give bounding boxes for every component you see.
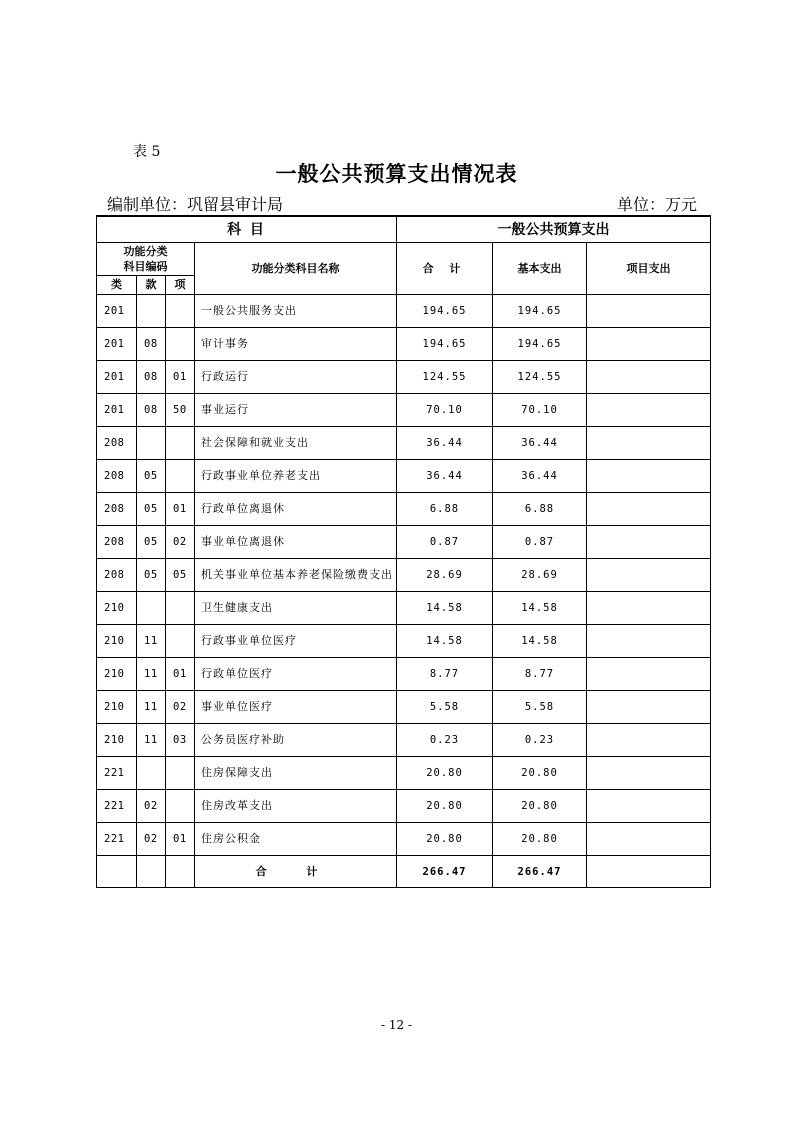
lei-cell: 208 (97, 460, 137, 493)
table-row (97, 823, 711, 856)
lei-cell: 210 (97, 691, 137, 724)
basic-cell: 20.80 (493, 757, 587, 790)
lei-cell: 208 (97, 526, 137, 559)
total-cell: 36.44 (397, 427, 493, 460)
item-name-cell: 事业单位离退休 (195, 526, 397, 559)
xiang-cell (166, 625, 195, 658)
xiang-cell (166, 295, 195, 328)
table-row (97, 526, 711, 559)
basic-cell: 5.58 (493, 691, 587, 724)
lei-cell: 210 (97, 658, 137, 691)
item-name-cell: 公务员医疗补助 (195, 724, 397, 757)
subject-header: 科 目 (97, 216, 397, 243)
item-name-cell: 机关事业单位基本养老保险缴费支出 (195, 559, 397, 592)
page-title: 一般公共预算支出情况表 (275, 161, 518, 186)
item-name-cell: 事业运行 (195, 394, 397, 427)
project-header: 项目支出 (587, 243, 711, 295)
lei-cell: 221 (97, 823, 137, 856)
compiling-unit: 编制单位：巩留县审计局 (107, 195, 284, 214)
total-cell: 6.88 (397, 493, 493, 526)
basic-cell: 28.69 (493, 559, 587, 592)
xiang-cell: 03 (166, 724, 195, 757)
xiang-cell: 01 (166, 493, 195, 526)
xiang-header: 项 (166, 276, 195, 295)
lei-cell: 201 (97, 328, 137, 361)
item-name-cell: 一般公共服务支出 (195, 295, 397, 328)
table-row (97, 724, 711, 757)
table-number: 表 5 (133, 144, 161, 160)
basic-cell: 20.80 (493, 823, 587, 856)
lei-header: 类 (97, 276, 137, 295)
xiang-cell: 01 (166, 361, 195, 394)
xiang-empty (166, 856, 195, 888)
kuan-cell (137, 592, 166, 625)
total-cell: 8.77 (397, 658, 493, 691)
item-name-cell: 住房保障支出 (195, 757, 397, 790)
lei-cell: 210 (97, 625, 137, 658)
table-row (97, 361, 711, 394)
project-cell (587, 526, 711, 559)
basic-cell: 36.44 (493, 460, 587, 493)
basic-cell: 6.88 (493, 493, 587, 526)
item-name-cell: 事业单位医疗 (195, 691, 397, 724)
lei-cell: 221 (97, 757, 137, 790)
kuan-cell: 05 (137, 493, 166, 526)
total-cell: 20.80 (397, 790, 493, 823)
basic-cell: 20.80 (493, 790, 587, 823)
basic-cell: 194.65 (493, 328, 587, 361)
lei-cell: 221 (97, 790, 137, 823)
total-cell: 36.44 (397, 460, 493, 493)
kuan-cell (137, 427, 166, 460)
kuan-cell: 05 (137, 559, 166, 592)
code-header (97, 243, 195, 276)
table-row (97, 460, 711, 493)
expenditure-header: 一般公共预算支出 (397, 216, 711, 243)
item-name-cell: 住房改革支出 (195, 790, 397, 823)
table-row (97, 625, 711, 658)
header-row-2 (97, 243, 711, 276)
currency-unit: 单位：万元 (616, 195, 697, 214)
project-cell (587, 823, 711, 856)
xiang-cell (166, 790, 195, 823)
totals-row (97, 856, 711, 888)
project-cell (587, 691, 711, 724)
project-cell (587, 658, 711, 691)
total-cell: 194.65 (397, 295, 493, 328)
total-cell: 0.87 (397, 526, 493, 559)
total-cell: 5.58 (397, 691, 493, 724)
basic-cell: 8.77 (493, 658, 587, 691)
kuan-cell: 11 (137, 658, 166, 691)
lei-cell: 210 (97, 724, 137, 757)
project-cell (587, 790, 711, 823)
table-row (97, 295, 711, 328)
header-row-1 (97, 216, 711, 243)
project-cell (587, 493, 711, 526)
item-name-cell: 行政单位医疗 (195, 658, 397, 691)
lei-cell: 201 (97, 361, 137, 394)
table-row (97, 592, 711, 625)
xiang-cell: 02 (166, 691, 195, 724)
total-header: 合 计 (397, 243, 493, 295)
project-cell (587, 592, 711, 625)
kuan-cell: 08 (137, 361, 166, 394)
basic-cell: 0.87 (493, 526, 587, 559)
basic-header: 基本支出 (493, 243, 587, 295)
kuan-cell: 05 (137, 460, 166, 493)
table-row (97, 757, 711, 790)
basic-cell: 70.10 (493, 394, 587, 427)
lei-cell: 208 (97, 493, 137, 526)
grand-basic-cell: 266.47 (493, 856, 587, 888)
kuan-cell: 08 (137, 394, 166, 427)
table-row (97, 790, 711, 823)
total-cell: 20.80 (397, 757, 493, 790)
item-name-cell: 行政事业单位养老支出 (195, 460, 397, 493)
lei-cell: 208 (97, 559, 137, 592)
item-name-cell: 社会保障和就业支出 (195, 427, 397, 460)
table-row (97, 658, 711, 691)
item-name-cell: 行政运行 (195, 361, 397, 394)
project-cell (587, 460, 711, 493)
total-cell: 14.58 (397, 625, 493, 658)
total-cell: 0.23 (397, 724, 493, 757)
item-name-cell: 住房公积金 (195, 823, 397, 856)
project-cell (587, 625, 711, 658)
xiang-cell (166, 460, 195, 493)
kuan-cell: 11 (137, 724, 166, 757)
total-cell: 28.69 (397, 559, 493, 592)
item-name-cell: 卫生健康支出 (195, 592, 397, 625)
lei-cell: 208 (97, 427, 137, 460)
lei-empty (97, 856, 137, 888)
kuan-cell: 02 (137, 790, 166, 823)
budget-table (96, 215, 711, 888)
table-row (97, 427, 711, 460)
lei-cell: 201 (97, 394, 137, 427)
total-cell: 194.65 (397, 328, 493, 361)
item-name-cell: 审计事务 (195, 328, 397, 361)
table-row (97, 328, 711, 361)
basic-cell: 194.65 (493, 295, 587, 328)
item-name-cell: 行政单位离退休 (195, 493, 397, 526)
project-cell (587, 724, 711, 757)
kuan-cell: 11 (137, 691, 166, 724)
table-row (97, 691, 711, 724)
project-cell (587, 328, 711, 361)
xiang-cell: 02 (166, 526, 195, 559)
project-cell (587, 757, 711, 790)
kuan-header: 款 (137, 276, 166, 295)
xiang-cell (166, 592, 195, 625)
table-row (97, 559, 711, 592)
kuan-cell: 05 (137, 526, 166, 559)
total-cell: 124.55 (397, 361, 493, 394)
xiang-cell: 01 (166, 823, 195, 856)
lei-cell: 201 (97, 295, 137, 328)
table-row (97, 493, 711, 526)
total-cell: 70.10 (397, 394, 493, 427)
kuan-cell: 02 (137, 823, 166, 856)
basic-cell: 14.58 (493, 592, 587, 625)
kuan-cell: 08 (137, 328, 166, 361)
xiang-cell: 01 (166, 658, 195, 691)
basic-cell: 14.58 (493, 625, 587, 658)
xiang-cell: 50 (166, 394, 195, 427)
code-header-line1: 功能分类 (123, 245, 168, 258)
grand-total-cell: 266.47 (397, 856, 493, 888)
code-header-line2: 科目编码 (123, 260, 168, 273)
item-name-cell: 行政事业单位医疗 (195, 625, 397, 658)
total-cell: 20.80 (397, 823, 493, 856)
xiang-cell (166, 757, 195, 790)
basic-cell: 36.44 (493, 427, 587, 460)
project-cell (587, 427, 711, 460)
xiang-cell (166, 328, 195, 361)
total-cell: 14.58 (397, 592, 493, 625)
kuan-cell (137, 295, 166, 328)
basic-cell: 0.23 (493, 724, 587, 757)
basic-cell: 124.55 (493, 361, 587, 394)
grand-project-cell (587, 856, 711, 888)
lei-cell: 210 (97, 592, 137, 625)
kuan-cell: 11 (137, 625, 166, 658)
project-cell (587, 361, 711, 394)
page-number: - 12 - (380, 1018, 412, 1032)
project-cell (587, 295, 711, 328)
kuan-empty (137, 856, 166, 888)
xiang-cell: 05 (166, 559, 195, 592)
totals-label: 合 计 (195, 856, 397, 888)
table-row (97, 394, 711, 427)
project-cell (587, 394, 711, 427)
name-header: 功能分类科目名称 (195, 243, 397, 295)
xiang-cell (166, 427, 195, 460)
kuan-cell (137, 757, 166, 790)
project-cell (587, 559, 711, 592)
